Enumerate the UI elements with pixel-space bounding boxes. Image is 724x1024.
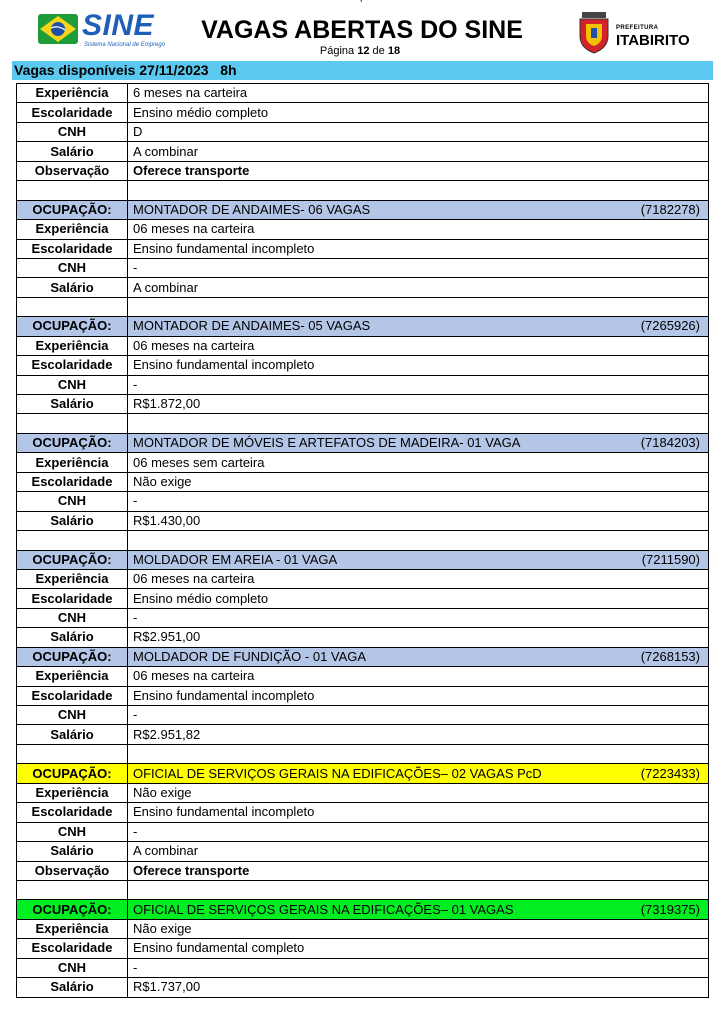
field-value: Ensino fundamental incompleto [128, 356, 709, 375]
field-label: Escolaridade [17, 103, 128, 122]
prefeitura-label: PREFEITURA [616, 25, 659, 31]
spacer-row [17, 880, 709, 899]
field-label: Escolaridade [17, 589, 128, 608]
field-row [17, 803, 709, 822]
occupation-cell [128, 900, 709, 919]
occupation-label: OCUPAÇÃO: [17, 764, 128, 783]
field-value: D [128, 122, 709, 141]
field-row [17, 861, 709, 880]
spacer-cell [128, 531, 709, 550]
field-value: - [128, 375, 709, 394]
field-row [17, 706, 709, 725]
brazil-flag-icon [38, 12, 78, 46]
field-value: 06 meses na carteira [128, 569, 709, 588]
job-listings [16, 83, 708, 998]
occupation-title: MONTADOR DE ANDAIMES- 06 VAGAS [133, 201, 371, 217]
spacer-cell [17, 297, 128, 316]
occupation-cell [128, 550, 709, 569]
occupation-cell [128, 317, 709, 336]
occupation-cell [128, 433, 709, 452]
spacer-row [17, 181, 709, 200]
spacer-row [17, 414, 709, 433]
document-title: VAGAS ABERTAS DO SINE [201, 16, 523, 44]
field-value: - [128, 608, 709, 627]
occupation-label: OCUPAÇÃO: [17, 200, 128, 219]
field-value: 06 meses sem carteira [128, 453, 709, 472]
field-row [17, 686, 709, 705]
field-label: Salário [17, 725, 128, 744]
field-label: CNH [17, 375, 128, 394]
field-label: CNH [17, 822, 128, 841]
field-label: Salário [17, 978, 128, 997]
spacer-cell [17, 744, 128, 763]
field-value: Não exige [128, 919, 709, 938]
occupation-code: (7182278) [640, 201, 700, 217]
field-row [17, 978, 709, 997]
field-value: Ensino médio completo [128, 589, 709, 608]
field-label: Experiência [17, 919, 128, 938]
occupation-code: (7265926) [640, 318, 700, 334]
field-row [17, 628, 709, 647]
page-current: 12 [357, 45, 370, 57]
field-row [17, 239, 709, 258]
field-row [17, 278, 709, 297]
field-label: Escolaridade [17, 356, 128, 375]
field-label: Experiência [17, 453, 128, 472]
occupation-row [17, 900, 709, 919]
field-row [17, 842, 709, 861]
field-row [17, 725, 709, 744]
sine-logo-text: SINE [82, 9, 155, 42]
field-label: Experiência [17, 84, 128, 103]
field-row [17, 492, 709, 511]
field-row [17, 220, 709, 239]
occupation-code: (7223433) [640, 765, 700, 781]
field-value: Ensino fundamental incompleto [128, 803, 709, 822]
spacer-cell [17, 880, 128, 899]
city-name: ITABIRITO [616, 32, 690, 49]
field-value: R$1.872,00 [128, 395, 709, 414]
spacer-cell [128, 297, 709, 316]
spacer-row [17, 531, 709, 550]
occupation-label: OCUPAÇÃO: [17, 433, 128, 452]
field-label: Escolaridade [17, 686, 128, 705]
field-value: Oferece transporte [128, 161, 709, 180]
occupation-label: OCUPAÇÃO: [17, 900, 128, 919]
field-label: CNH [17, 492, 128, 511]
field-row [17, 667, 709, 686]
spacer-cell [17, 531, 128, 550]
field-value: - [128, 958, 709, 977]
field-label: CNH [17, 958, 128, 977]
occupation-row [17, 200, 709, 219]
stray-mark: ’ [360, 0, 363, 10]
field-value: Oferece transporte [128, 861, 709, 880]
field-label: Escolaridade [17, 472, 128, 491]
field-value: Ensino médio completo [128, 103, 709, 122]
field-row [17, 142, 709, 161]
field-value: - [128, 706, 709, 725]
field-row [17, 589, 709, 608]
occupation-title: OFICIAL DE SERVIÇOS GERAIS NA EDIFICAÇÕES– 02 VAGAS PcD [133, 765, 542, 781]
field-label: Escolaridade [17, 239, 128, 258]
field-label: Salário [17, 395, 128, 414]
field-label: Experiência [17, 783, 128, 802]
occupation-row [17, 550, 709, 569]
field-value: 06 meses na carteira [128, 220, 709, 239]
occupation-code: (7268153) [640, 648, 700, 664]
occupation-code: (7184203) [640, 435, 700, 451]
occupation-row [17, 433, 709, 452]
field-label: Observação [17, 861, 128, 880]
field-label: Salário [17, 142, 128, 161]
occupation-cell [128, 764, 709, 783]
occupation-label: OCUPAÇÃO: [17, 647, 128, 666]
field-value: Não exige [128, 783, 709, 802]
field-label: Salário [17, 842, 128, 861]
field-value: Ensino fundamental completo [128, 939, 709, 958]
page-separator: de [372, 45, 385, 57]
field-label: Salário [17, 511, 128, 530]
field-row [17, 375, 709, 394]
field-value: - [128, 822, 709, 841]
field-label: Observação [17, 161, 128, 180]
field-value: A combinar [128, 842, 709, 861]
page-header [0, 0, 724, 60]
field-value: A combinar [128, 142, 709, 161]
field-row [17, 258, 709, 277]
page-indicator [290, 45, 430, 57]
field-row [17, 783, 709, 802]
occupation-row [17, 317, 709, 336]
field-row [17, 472, 709, 491]
field-label: Escolaridade [17, 939, 128, 958]
field-row [17, 822, 709, 841]
occupation-row [17, 764, 709, 783]
field-row [17, 958, 709, 977]
spacer-cell [128, 744, 709, 763]
field-row [17, 608, 709, 627]
field-value: Ensino fundamental incompleto [128, 686, 709, 705]
field-value: Ensino fundamental incompleto [128, 239, 709, 258]
field-label: CNH [17, 706, 128, 725]
sine-logo [38, 9, 178, 52]
spacer-cell [128, 181, 709, 200]
field-row [17, 356, 709, 375]
spacer-row [17, 744, 709, 763]
page-total: 18 [387, 45, 401, 57]
field-value: - [128, 258, 709, 277]
spacer-row [17, 297, 709, 316]
field-value: 06 meses na carteira [128, 336, 709, 355]
field-value: - [128, 492, 709, 511]
job-table [16, 83, 709, 998]
field-value: R$2.951,00 [128, 628, 709, 647]
field-value: 06 meses na carteira [128, 667, 709, 686]
occupation-label: OCUPAÇÃO: [17, 550, 128, 569]
field-row [17, 569, 709, 588]
field-row [17, 122, 709, 141]
city-crest-icon [576, 12, 612, 54]
occupation-label: OCUPAÇÃO: [17, 317, 128, 336]
field-label: Experiência [17, 220, 128, 239]
field-label: Experiência [17, 667, 128, 686]
field-row [17, 511, 709, 530]
page-prefix: Página [319, 45, 355, 57]
spacer-cell [17, 181, 128, 200]
field-value: Não exige [128, 472, 709, 491]
field-label: Experiência [17, 569, 128, 588]
field-value: R$1.737,00 [128, 978, 709, 997]
field-label: CNH [17, 122, 128, 141]
occupation-code: (7211590) [641, 551, 700, 567]
field-value: 6 meses na carteira [128, 84, 709, 103]
field-row [17, 395, 709, 414]
occupation-cell [128, 200, 709, 219]
occupation-title: MONTADOR DE ANDAIMES- 05 VAGAS [133, 318, 371, 334]
occupation-title: MONTADOR DE MÓVEIS E ARTEFATOS DE MADEIRA- 01 VAGA [133, 435, 521, 451]
occupation-title: MOLDADOR EM AREIA - 01 VAGA [133, 551, 338, 567]
field-row [17, 84, 709, 103]
field-value: A combinar [128, 278, 709, 297]
spacer-cell [128, 880, 709, 899]
field-row [17, 161, 709, 180]
spacer-cell [17, 414, 128, 433]
field-label: Escolaridade [17, 803, 128, 822]
field-value: R$1.430,00 [128, 511, 709, 530]
availability-date-bar: Vagas disponíveis 27/11/2023 8h [12, 61, 713, 80]
field-label: Salário [17, 628, 128, 647]
occupation-row [17, 647, 709, 666]
prefeitura-logo [576, 12, 696, 56]
field-label: Salário [17, 278, 128, 297]
field-label: CNH [17, 608, 128, 627]
occupation-code: (7319375) [640, 901, 700, 917]
field-row [17, 103, 709, 122]
occupation-title: MOLDADOR DE FUNDIÇÃO - 01 VAGA [133, 648, 367, 664]
occupation-title: OFICIAL DE SERVIÇOS GERAIS NA EDIFICAÇÕES– 01 VAGAS [133, 901, 514, 917]
field-value: R$2.951,82 [128, 725, 709, 744]
sine-logo-subtitle: Sistema Nacional de Emprego [84, 42, 166, 48]
spacer-cell [128, 414, 709, 433]
field-row [17, 453, 709, 472]
field-row [17, 919, 709, 938]
occupation-cell [128, 647, 709, 666]
field-label: CNH [17, 258, 128, 277]
field-label: Experiência [17, 336, 128, 355]
field-row [17, 939, 709, 958]
field-row [17, 336, 709, 355]
